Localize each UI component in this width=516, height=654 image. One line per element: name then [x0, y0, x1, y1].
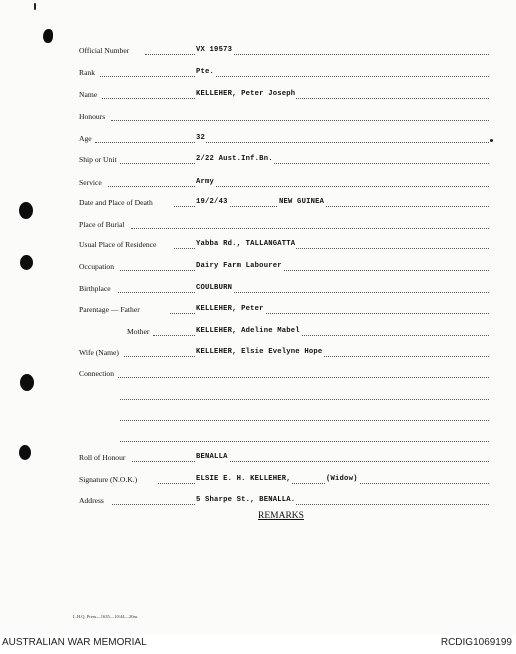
death-place-value: NEW GUINEA	[278, 196, 325, 209]
service-value: Army	[195, 176, 215, 189]
usual-residence-value: Yabba Rd., TALLANGATTA	[195, 238, 296, 251]
official-number-value: VX 19573	[195, 44, 233, 57]
wife-value: KELLEHER, Elsie Evelyne Hope	[195, 346, 323, 359]
date-place-of-death-label: Date and Place of Death	[79, 198, 153, 207]
row-honours	[0, 110, 516, 123]
dotted-rule	[120, 163, 489, 164]
row-occupation	[0, 260, 516, 273]
dotted-rule	[120, 399, 489, 400]
address-label: Address	[79, 496, 104, 505]
signature-label: Signature (N.O.K.)	[79, 475, 138, 484]
honours-label: Honours	[79, 112, 106, 121]
age-value: 32	[195, 132, 206, 145]
mother-label: Mother	[127, 327, 150, 336]
row-mother	[0, 325, 516, 338]
row-name	[0, 88, 516, 101]
ship-or-unit-value: 2/22 Aust.Inf.Bn.	[195, 153, 274, 166]
dotted-rule	[112, 504, 489, 505]
dotted-rule	[120, 270, 489, 271]
row-official-number	[0, 44, 516, 57]
rank-label: Rank	[79, 68, 96, 77]
dotted-rule	[95, 142, 489, 143]
mother-value: KELLEHER, Adeline Mabel	[195, 325, 301, 338]
row-date-place-of-death	[0, 196, 516, 209]
dotted-rule	[118, 377, 489, 378]
father-value: KELLEHER, Peter	[195, 303, 265, 316]
name-value: KELLEHER, Peter Joseph	[195, 88, 296, 101]
dotted-rule	[120, 441, 489, 442]
row-connection-extra	[0, 431, 516, 444]
print-code: L.H.Q. Press—1635—10/44—20m.	[73, 614, 139, 619]
dotted-rule	[120, 420, 489, 421]
connection-label: Connection	[79, 369, 115, 378]
row-address	[0, 494, 516, 507]
age-label: Age	[79, 134, 92, 143]
roll-of-honour-label: Roll of Honour	[79, 453, 126, 462]
footer-right: RCDIG1069199	[440, 637, 512, 648]
row-usual-residence	[0, 238, 516, 251]
row-wife	[0, 346, 516, 359]
birthplace-label: Birthplace	[79, 284, 111, 293]
row-father	[0, 303, 516, 316]
row-birthplace	[0, 282, 516, 295]
address-value: 5 Sharpe St., BENALLA.	[195, 494, 296, 507]
death-date-value: 19/2/43	[195, 196, 229, 209]
wife-label: Wife (Name)	[79, 348, 119, 357]
row-age	[0, 132, 516, 145]
roll-of-honour-value: BENALLA	[195, 451, 229, 464]
row-connection-extra	[0, 389, 516, 402]
punch-hole	[43, 29, 53, 43]
row-connection-extra	[0, 410, 516, 423]
row-ship-or-unit	[0, 153, 516, 166]
birthplace-value: COULBURN	[195, 282, 233, 295]
row-rank	[0, 66, 516, 79]
usual-residence-label: Usual Place of Residence	[79, 240, 157, 249]
name-label: Name	[79, 90, 98, 99]
row-connection	[0, 367, 516, 380]
row-place-of-burial	[0, 218, 516, 231]
row-signature	[0, 473, 516, 486]
speck	[34, 3, 36, 10]
place-of-burial-label: Place of Burial	[79, 220, 125, 229]
father-label: Parentage — Father	[79, 305, 140, 314]
occupation-label: Occupation	[79, 262, 115, 271]
signature-value: ELSIE E. H. KELLEHER,	[195, 473, 292, 486]
dotted-rule	[111, 120, 489, 121]
dotted-rule	[108, 186, 489, 187]
signature-note: (Widow)	[325, 473, 359, 486]
footer-left: AUSTRALIAN WAR MEMORIAL	[2, 637, 147, 648]
row-roll-of-honour	[0, 451, 516, 464]
remarks-heading: REMARKS	[258, 511, 304, 521]
row-service	[0, 176, 516, 189]
dotted-rule	[118, 292, 489, 293]
service-label: Service	[79, 178, 102, 187]
dotted-rule	[100, 76, 489, 77]
official-number-label: Official Number	[79, 46, 130, 55]
dotted-rule	[131, 228, 489, 229]
rank-value: Pte.	[195, 66, 215, 79]
occupation-value: Dairy Farm Labourer	[195, 260, 283, 273]
ship-or-unit-label: Ship or Unit	[79, 155, 117, 164]
dotted-rule	[132, 461, 489, 462]
